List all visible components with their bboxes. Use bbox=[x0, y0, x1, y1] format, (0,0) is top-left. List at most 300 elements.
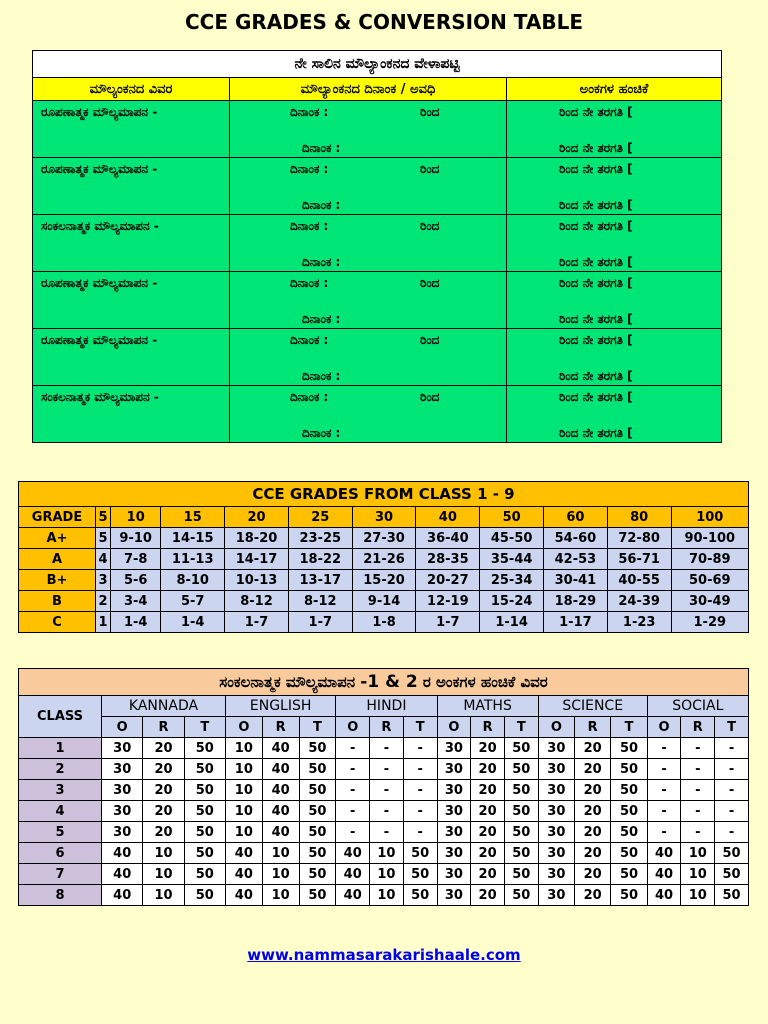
marks-cell: 30 bbox=[102, 801, 143, 822]
from-label: ರಿಂದ bbox=[420, 333, 440, 347]
marks-cell: 20 bbox=[575, 759, 611, 780]
marks-cell: - bbox=[647, 822, 681, 843]
marks-cell: 50 bbox=[611, 822, 647, 843]
ort-header-cell: T bbox=[403, 717, 437, 738]
grades-header-cell: 5 bbox=[96, 507, 111, 528]
class-number: 7 bbox=[19, 864, 102, 885]
marks-allocation-cell bbox=[507, 329, 722, 386]
grade-range-cell: 30-41 bbox=[544, 570, 608, 591]
grade-range-cell: 2 bbox=[96, 591, 111, 612]
marks-cell: - bbox=[647, 759, 681, 780]
grade-label: B bbox=[19, 591, 96, 612]
marks-cell: 50 bbox=[299, 759, 336, 780]
subject-header: SOCIAL bbox=[647, 696, 748, 717]
grade-label: A bbox=[19, 549, 96, 570]
marks-cell: - bbox=[647, 801, 681, 822]
marks-cell: 50 bbox=[611, 780, 647, 801]
marks-cell: 30 bbox=[437, 843, 471, 864]
grades-row bbox=[19, 570, 749, 591]
grades-header-cell: 60 bbox=[544, 507, 608, 528]
marks-cell: 30 bbox=[102, 759, 143, 780]
marks-row bbox=[19, 843, 749, 864]
schedule-col-header: ಮೌಲ್ಯಾಂಕನದ ದಿನಾಂಕ / ಅವಧಿ bbox=[230, 78, 507, 101]
marks-cell: 20 bbox=[471, 801, 505, 822]
grades-header-cell: 30 bbox=[352, 507, 416, 528]
schedule-table bbox=[32, 50, 722, 443]
marks-cell: - bbox=[715, 759, 749, 780]
schedule-row bbox=[33, 272, 722, 329]
marks-cell: - bbox=[336, 801, 370, 822]
marks-cell: 10 bbox=[225, 759, 262, 780]
ort-header-cell: T bbox=[504, 717, 538, 738]
from-label: ರಿಂದ bbox=[420, 276, 440, 290]
date-label: ದಿನಾಂಕ : bbox=[302, 426, 341, 440]
marks-cell: 30 bbox=[538, 738, 574, 759]
subject-header: MATHS bbox=[437, 696, 538, 717]
marks-cell: 10 bbox=[225, 780, 262, 801]
grade-label: A+ bbox=[19, 528, 96, 549]
marks-cell: - bbox=[403, 780, 437, 801]
assessment-name: ರೂಪಣಾತ್ಮಕ ಮೌಲ್ಯಮಾಪನ - bbox=[41, 162, 158, 176]
marks-cell: - bbox=[403, 822, 437, 843]
marks-cell: 50 bbox=[299, 822, 336, 843]
marks-cell: 30 bbox=[538, 759, 574, 780]
from-label: ರಿಂದ bbox=[420, 390, 440, 404]
marks-cell: 10 bbox=[262, 843, 299, 864]
grade-range-cell: 50-69 bbox=[671, 570, 748, 591]
ort-header-cell: T bbox=[611, 717, 647, 738]
marks-cell: 40 bbox=[262, 822, 299, 843]
marks-cell: 40 bbox=[225, 885, 262, 906]
grade-range-cell: 27-30 bbox=[352, 528, 416, 549]
marks-cell: 50 bbox=[715, 843, 749, 864]
grades-row bbox=[19, 591, 749, 612]
assessment-name-cell bbox=[33, 272, 230, 329]
marks-cell: 50 bbox=[184, 864, 225, 885]
marks-cell: - bbox=[370, 738, 404, 759]
marks-cell: 20 bbox=[471, 843, 505, 864]
marks-cell: - bbox=[647, 780, 681, 801]
marks-cell: 50 bbox=[403, 864, 437, 885]
grade-range-cell: 7-8 bbox=[111, 549, 161, 570]
marks-cell: 30 bbox=[437, 780, 471, 801]
grades-table bbox=[18, 481, 749, 633]
marks-cell: 10 bbox=[143, 864, 184, 885]
website-link[interactable]: www.nammasarakarishaale.com bbox=[247, 946, 521, 964]
assessment-name: ರೂಪಣಾತ್ಮಕ ಮೌಲ್ಯಮಾಪನ - bbox=[41, 276, 158, 290]
grade-range-cell: 9-10 bbox=[111, 528, 161, 549]
marks-cell: 50 bbox=[184, 843, 225, 864]
marks-table bbox=[18, 668, 749, 906]
ort-header-cell: O bbox=[225, 717, 262, 738]
marks-cell: 20 bbox=[575, 738, 611, 759]
grade-range-cell: 1-4 bbox=[111, 612, 161, 633]
grade-range-cell: 45-50 bbox=[480, 528, 544, 549]
page-title: CCE GRADES & CONVERSION TABLE bbox=[184, 10, 584, 34]
ort-header-row bbox=[19, 717, 749, 738]
marks-cell: 40 bbox=[102, 885, 143, 906]
grade-range-cell: 1 bbox=[96, 612, 111, 633]
marks-cell: - bbox=[681, 738, 715, 759]
grade-range-cell: 14-17 bbox=[225, 549, 289, 570]
marks-cell: - bbox=[336, 780, 370, 801]
marks-cell: 50 bbox=[299, 843, 336, 864]
grade-range-cell: 9-14 bbox=[352, 591, 416, 612]
marks-cell: - bbox=[370, 822, 404, 843]
class-label: ರಿಂದ ನೇ ತರಗತಿ [ bbox=[559, 390, 633, 404]
grades-header-cell: 80 bbox=[607, 507, 671, 528]
marks-cell: 50 bbox=[403, 843, 437, 864]
marks-row bbox=[19, 759, 749, 780]
grade-range-cell: 1-14 bbox=[480, 612, 544, 633]
class-number: 2 bbox=[19, 759, 102, 780]
date-label: ದಿನಾಂಕ : bbox=[290, 219, 329, 233]
from-label: ರಿಂದ bbox=[420, 162, 440, 176]
marks-cell: 10 bbox=[143, 885, 184, 906]
assessment-name-cell bbox=[33, 329, 230, 386]
marks-cell: 50 bbox=[299, 864, 336, 885]
ort-header-cell: O bbox=[538, 717, 574, 738]
assessment-name-cell bbox=[33, 101, 230, 158]
assessment-date-cell bbox=[230, 386, 507, 443]
grade-range-cell: 8-12 bbox=[288, 591, 352, 612]
marks-cell: 40 bbox=[262, 801, 299, 822]
from-label: ರಿಂದ bbox=[420, 105, 440, 119]
date-label: ದಿನಾಂಕ : bbox=[290, 276, 329, 290]
marks-cell: 50 bbox=[504, 801, 538, 822]
class-label: ರಿಂದ ನೇ ತರಗತಿ [ bbox=[559, 162, 633, 176]
date-label: ದಿನಾಂಕ : bbox=[302, 141, 341, 155]
marks-cell: 30 bbox=[437, 822, 471, 843]
marks-cell: 20 bbox=[575, 843, 611, 864]
ort-header-cell: O bbox=[437, 717, 471, 738]
grade-range-cell: 1-17 bbox=[544, 612, 608, 633]
date-label: ದಿನಾಂಕ : bbox=[302, 255, 341, 269]
marks-cell: - bbox=[681, 759, 715, 780]
assessment-date-cell bbox=[230, 329, 507, 386]
grades-caption: CCE GRADES FROM CLASS 1 - 9 bbox=[19, 482, 749, 507]
class-label: ರಿಂದ ನೇ ತರಗತಿ [ bbox=[559, 198, 633, 212]
marks-cell: - bbox=[681, 780, 715, 801]
marks-cell: 30 bbox=[437, 885, 471, 906]
marks-cell: 40 bbox=[336, 885, 370, 906]
marks-cell: 20 bbox=[575, 885, 611, 906]
grade-range-cell: 56-71 bbox=[607, 549, 671, 570]
marks-cell: 30 bbox=[437, 738, 471, 759]
grade-range-cell: 1-23 bbox=[607, 612, 671, 633]
grade-range-cell: 1-29 bbox=[671, 612, 748, 633]
marks-cell: - bbox=[370, 780, 404, 801]
marks-cell: 10 bbox=[681, 843, 715, 864]
marks-cell: 50 bbox=[403, 885, 437, 906]
grade-range-cell: 18-22 bbox=[288, 549, 352, 570]
grade-range-cell: 8-12 bbox=[225, 591, 289, 612]
marks-cell: - bbox=[715, 822, 749, 843]
marks-cell: 30 bbox=[437, 864, 471, 885]
grade-range-cell: 13-17 bbox=[288, 570, 352, 591]
marks-cell: 20 bbox=[575, 864, 611, 885]
marks-cell: - bbox=[681, 801, 715, 822]
assessment-name-cell bbox=[33, 158, 230, 215]
grade-range-cell: 30-49 bbox=[671, 591, 748, 612]
marks-cell: 20 bbox=[575, 822, 611, 843]
marks-cell: 10 bbox=[370, 843, 404, 864]
marks-cell: 40 bbox=[647, 864, 681, 885]
grade-range-cell: 72-80 bbox=[607, 528, 671, 549]
grade-range-cell: 14-15 bbox=[161, 528, 225, 549]
marks-cell: - bbox=[370, 759, 404, 780]
subject-header-row bbox=[19, 696, 749, 717]
marks-cell: - bbox=[715, 801, 749, 822]
marks-cell: 10 bbox=[262, 885, 299, 906]
grade-range-cell: 70-89 bbox=[671, 549, 748, 570]
grade-range-cell: 15-24 bbox=[480, 591, 544, 612]
grade-range-cell: 8-10 bbox=[161, 570, 225, 591]
marks-cell: 50 bbox=[504, 864, 538, 885]
marks-cell: - bbox=[403, 801, 437, 822]
marks-cell: 20 bbox=[575, 801, 611, 822]
marks-allocation-cell bbox=[507, 272, 722, 329]
date-label: ದಿನಾಂಕ : bbox=[290, 333, 329, 347]
class-number: 1 bbox=[19, 738, 102, 759]
class-label: ರಿಂದ ನೇ ತರಗತಿ [ bbox=[559, 255, 633, 269]
grades-header-cell: 15 bbox=[161, 507, 225, 528]
marks-cell: 50 bbox=[299, 801, 336, 822]
grade-range-cell: 18-29 bbox=[544, 591, 608, 612]
schedule-heading-row bbox=[33, 51, 722, 78]
grades-row bbox=[19, 528, 749, 549]
date-label: ದಿನಾಂಕ : bbox=[302, 312, 341, 326]
marks-cell: 50 bbox=[611, 801, 647, 822]
marks-cell: 30 bbox=[102, 822, 143, 843]
grades-row bbox=[19, 612, 749, 633]
marks-cell: 40 bbox=[225, 864, 262, 885]
grade-range-cell: 1-4 bbox=[161, 612, 225, 633]
marks-row bbox=[19, 738, 749, 759]
grade-range-cell: 1-8 bbox=[352, 612, 416, 633]
marks-cell: - bbox=[715, 738, 749, 759]
marks-row bbox=[19, 801, 749, 822]
marks-cell: 10 bbox=[225, 801, 262, 822]
marks-row bbox=[19, 780, 749, 801]
marks-cell: 50 bbox=[184, 780, 225, 801]
marks-cell: 20 bbox=[471, 864, 505, 885]
marks-cell: - bbox=[403, 759, 437, 780]
marks-cell: 50 bbox=[504, 843, 538, 864]
marks-cell: 50 bbox=[504, 885, 538, 906]
grade-range-cell: 10-13 bbox=[225, 570, 289, 591]
grade-range-cell: 15-20 bbox=[352, 570, 416, 591]
marks-cell: 20 bbox=[575, 780, 611, 801]
marks-cell: 50 bbox=[715, 885, 749, 906]
grade-range-cell: 90-100 bbox=[671, 528, 748, 549]
grade-range-cell: 20-27 bbox=[416, 570, 480, 591]
ort-header-cell: O bbox=[102, 717, 143, 738]
ort-header-cell: R bbox=[471, 717, 505, 738]
grade-range-cell: 5-7 bbox=[161, 591, 225, 612]
grades-header-cell: 10 bbox=[111, 507, 161, 528]
class-label: ರಿಂದ ನೇ ತರಗತಿ [ bbox=[559, 276, 633, 290]
class-label: ರಿಂದ ನೇ ತರಗತಿ [ bbox=[559, 333, 633, 347]
marks-cell: 50 bbox=[611, 864, 647, 885]
assessment-date-cell bbox=[230, 215, 507, 272]
marks-cell: 30 bbox=[102, 780, 143, 801]
marks-cell: 50 bbox=[184, 801, 225, 822]
marks-cell: - bbox=[336, 822, 370, 843]
marks-cell: 40 bbox=[102, 843, 143, 864]
marks-cell: 50 bbox=[184, 822, 225, 843]
grade-range-cell: 18-20 bbox=[225, 528, 289, 549]
date-label: ದಿನಾಂಕ : bbox=[290, 105, 329, 119]
marks-cell: 10 bbox=[225, 738, 262, 759]
marks-allocation-cell bbox=[507, 158, 722, 215]
marks-cell: 50 bbox=[611, 843, 647, 864]
assessment-name: ಸಂಕಲನಾತ್ಮಕ ಮೌಲ್ಯಮಾಪನ - bbox=[41, 219, 159, 233]
grade-range-cell: 12-19 bbox=[416, 591, 480, 612]
marks-cell: 50 bbox=[504, 738, 538, 759]
schedule-row bbox=[33, 158, 722, 215]
marks-cell: 50 bbox=[184, 738, 225, 759]
grade-label: C bbox=[19, 612, 96, 633]
grade-range-cell: 35-44 bbox=[480, 549, 544, 570]
ort-header-cell: R bbox=[575, 717, 611, 738]
ort-header-cell: T bbox=[715, 717, 749, 738]
grades-header-cell: GRADE bbox=[19, 507, 96, 528]
marks-cell: 20 bbox=[143, 822, 184, 843]
grade-label: B+ bbox=[19, 570, 96, 591]
schedule-row bbox=[33, 386, 722, 443]
grade-range-cell: 3 bbox=[96, 570, 111, 591]
class-number: 6 bbox=[19, 843, 102, 864]
grades-header-cell: 20 bbox=[225, 507, 289, 528]
grade-range-cell: 21-26 bbox=[352, 549, 416, 570]
grade-range-cell: 36-40 bbox=[416, 528, 480, 549]
grade-range-cell: 5-6 bbox=[111, 570, 161, 591]
grade-range-cell: 3-4 bbox=[111, 591, 161, 612]
assessment-date-cell bbox=[230, 272, 507, 329]
marks-cell: 30 bbox=[437, 801, 471, 822]
marks-caption: ಸಂಕಲನಾತ್ಮಕ ಮೌಲ್ಯಮಾಪನ -1 & 2 ರ ಅಂಕಗಳ ಹಂಚಿಕೆ ವಿವರ bbox=[19, 669, 749, 696]
grade-range-cell: 1-7 bbox=[288, 612, 352, 633]
marks-row bbox=[19, 885, 749, 906]
date-label: ದಿನಾಂಕ : bbox=[290, 162, 329, 176]
grade-range-cell: 54-60 bbox=[544, 528, 608, 549]
subject-header: ENGLISH bbox=[225, 696, 335, 717]
date-label: ದಿನಾಂಕ : bbox=[302, 369, 341, 383]
marks-cell: 50 bbox=[504, 822, 538, 843]
grade-range-cell: 40-55 bbox=[607, 570, 671, 591]
marks-cell: 40 bbox=[102, 864, 143, 885]
marks-cell: 50 bbox=[504, 780, 538, 801]
marks-cell: 10 bbox=[370, 864, 404, 885]
marks-cell: 50 bbox=[611, 738, 647, 759]
marks-cell: 10 bbox=[225, 822, 262, 843]
marks-cell: 30 bbox=[538, 780, 574, 801]
marks-cell: 30 bbox=[538, 822, 574, 843]
marks-row bbox=[19, 864, 749, 885]
grades-header-cell: 100 bbox=[671, 507, 748, 528]
ort-header-cell: R bbox=[370, 717, 404, 738]
marks-cell: 40 bbox=[336, 843, 370, 864]
marks-cell: 50 bbox=[611, 759, 647, 780]
marks-cell: 50 bbox=[299, 780, 336, 801]
ort-header-cell: O bbox=[647, 717, 681, 738]
class-label: ರಿಂದ ನೇ ತರಗತಿ [ bbox=[559, 105, 633, 119]
marks-cell: 20 bbox=[143, 780, 184, 801]
marks-cell: 20 bbox=[471, 822, 505, 843]
grade-range-cell: 5 bbox=[96, 528, 111, 549]
marks-cell: 10 bbox=[262, 864, 299, 885]
schedule-column-headers bbox=[33, 78, 722, 101]
marks-cell: 20 bbox=[471, 780, 505, 801]
assessment-name: ಸಂಕಲನಾತ್ಮಕ ಮೌಲ್ಯಮಾಪನ - bbox=[41, 390, 159, 404]
schedule-heading: ನೇ ಸಾಲಿನ ಮೌಲ್ಯಾಂಕನದ ವೇಳಾಪಟ್ಟಿ bbox=[33, 51, 722, 78]
marks-cell: 30 bbox=[538, 801, 574, 822]
marks-cell: 40 bbox=[225, 843, 262, 864]
schedule-row bbox=[33, 329, 722, 386]
date-label: ದಿನಾಂಕ : bbox=[302, 198, 341, 212]
marks-cell: 50 bbox=[504, 759, 538, 780]
class-label: ರಿಂದ ನೇ ತರಗತಿ [ bbox=[559, 141, 633, 155]
schedule-row bbox=[33, 215, 722, 272]
subject-header: HINDI bbox=[336, 696, 437, 717]
marks-cell: 50 bbox=[184, 759, 225, 780]
marks-row bbox=[19, 822, 749, 843]
marks-cell: - bbox=[336, 759, 370, 780]
grade-range-cell: 28-35 bbox=[416, 549, 480, 570]
marks-cell: 50 bbox=[184, 885, 225, 906]
ort-header-cell: T bbox=[299, 717, 336, 738]
ort-header-cell: R bbox=[262, 717, 299, 738]
schedule-col-header: ಅಂಕಗಳ ಹಂಚಿಕೆ bbox=[507, 78, 722, 101]
class-header: CLASS bbox=[19, 696, 102, 738]
marks-cell: 50 bbox=[715, 864, 749, 885]
marks-cell: 50 bbox=[299, 885, 336, 906]
grade-range-cell: 23-25 bbox=[288, 528, 352, 549]
subject-header: SCIENCE bbox=[538, 696, 647, 717]
assessment-name-cell bbox=[33, 386, 230, 443]
class-label: ರಿಂದ ನೇ ತರಗತಿ [ bbox=[559, 219, 633, 233]
grade-range-cell: 24-39 bbox=[607, 591, 671, 612]
class-label: ರಿಂದ ನೇ ತರಗತಿ [ bbox=[559, 312, 633, 326]
marks-allocation-cell bbox=[507, 386, 722, 443]
marks-cell: 20 bbox=[471, 759, 505, 780]
marks-cell: 40 bbox=[647, 885, 681, 906]
class-number: 4 bbox=[19, 801, 102, 822]
ort-header-cell: R bbox=[681, 717, 715, 738]
class-number: 3 bbox=[19, 780, 102, 801]
grades-row bbox=[19, 549, 749, 570]
grades-header-cell: 50 bbox=[480, 507, 544, 528]
grade-range-cell: 42-53 bbox=[544, 549, 608, 570]
marks-cell: 20 bbox=[143, 801, 184, 822]
marks-cell: 40 bbox=[336, 864, 370, 885]
ort-header-cell: O bbox=[336, 717, 370, 738]
marks-allocation-cell bbox=[507, 215, 722, 272]
marks-cell: 30 bbox=[538, 864, 574, 885]
from-label: ರಿಂದ bbox=[420, 219, 440, 233]
marks-cell: - bbox=[370, 801, 404, 822]
marks-cell: 20 bbox=[143, 738, 184, 759]
date-label: ದಿನಾಂಕ : bbox=[290, 390, 329, 404]
marks-cell: 10 bbox=[370, 885, 404, 906]
class-number: 8 bbox=[19, 885, 102, 906]
marks-allocation-cell bbox=[507, 101, 722, 158]
assessment-name: ರೂಪಣಾತ್ಮಕ ಮೌಲ್ಯಮಾಪನ - bbox=[41, 105, 158, 119]
schedule-col-header: ಮೌಲ್ಯಂಕನದ ವಿವರ bbox=[33, 78, 230, 101]
schedule-row bbox=[33, 101, 722, 158]
grade-range-cell: 4 bbox=[96, 549, 111, 570]
